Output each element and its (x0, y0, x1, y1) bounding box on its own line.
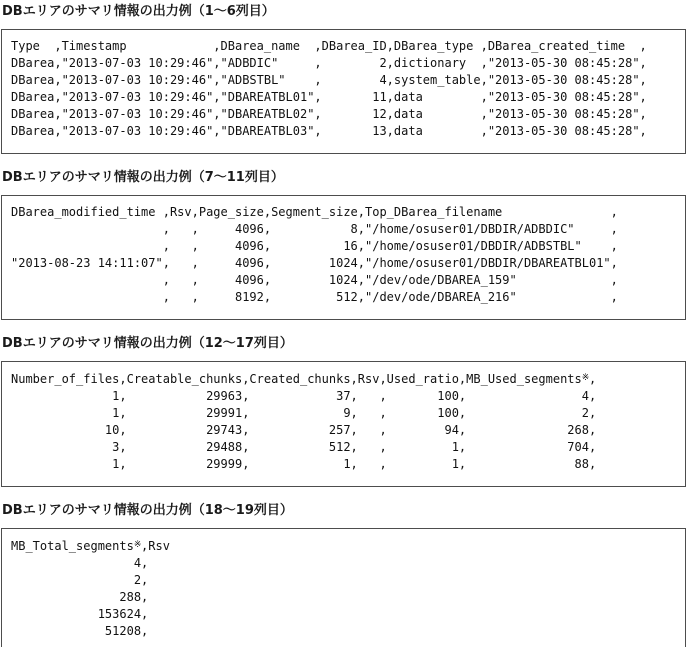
csv-data-line: 1, 29999, 1, , 1, 88, (11, 457, 597, 471)
csv-data-line: DBarea,"2013-07-03 10:29:46","ADBDIC" , 2,dictionary ,"2013-05-30 08:45:28", (11, 56, 647, 70)
csv-output-box (1, 195, 686, 320)
csv-output-box (1, 528, 686, 647)
csv-data-line: 288, (11, 590, 149, 604)
csv-header-line: Type ,Timestamp ,DBarea_name ,DBarea_ID,DBarea_type ,DBarea_created_time , (11, 39, 647, 53)
section-heading: DBエリアのサマリ情報の出力例（12～17列目） (2, 336, 293, 351)
csv-data-line: 2, (11, 573, 149, 587)
csv-data-line: 153624, (11, 607, 149, 621)
csv-data-line: 1, 29963, 37, , 100, 4, (11, 389, 597, 403)
csv-data-line: , , 8192, 512,"/dev/ode/DBAREA_216" , (11, 290, 618, 304)
csv-data-line: DBarea,"2013-07-03 10:29:46","DBAREATBL02", 12,data ,"2013-05-30 08:45:28", (11, 107, 647, 121)
note-reference-mark: ※ (133, 540, 142, 550)
csv-header-line: DBarea_modified_time ,Rsv,Page_size,Segment_size,Top_DBarea_filename , (11, 205, 618, 219)
csv-data-line: "2013-08-23 14:11:07", , 4096, 1024,"/home/osuser01/DBDIR/DBAREATBL01", (11, 256, 618, 270)
section-summary-cols-7-11 (1, 169, 686, 320)
csv-data-line: , , 4096, 8,"/home/osuser01/DBDIR/ADBDIC" , (11, 222, 618, 236)
section-summary-cols-12-17 (1, 335, 686, 487)
csv-data-line: DBarea,"2013-07-03 10:29:46","DBAREATBL03", 13,data ,"2013-05-30 08:45:28", (11, 124, 647, 138)
csv-header-line: Number_of_files,Creatable_chunks,Created_chunks,Rsv,Used_ratio,MB_Used_segments※, (11, 372, 597, 386)
section-summary-cols-1-6 (1, 3, 686, 154)
csv-data-line: 51208, (11, 624, 149, 638)
csv-data-line: 1, 29991, 9, , 100, 2, (11, 406, 597, 420)
csv-output-box (1, 361, 686, 487)
csv-data-line: DBarea,"2013-07-03 10:29:46","ADBSTBL" , 4,system_table,"2013-05-30 08:45:28", (11, 73, 647, 87)
csv-data-line: , , 4096, 16,"/home/osuser01/DBDIR/ADBSTBL" , (11, 239, 618, 253)
csv-data-line: 3, 29488, 512, , 1, 704, (11, 440, 597, 454)
section-heading: DBエリアのサマリ情報の出力例（1～6列目） (2, 4, 275, 19)
csv-header-line: MB_Total_segments※,Rsv (11, 539, 170, 553)
section-heading: DBエリアのサマリ情報の出力例（18～19列目） (2, 503, 293, 518)
section-summary-cols-18-19 (1, 502, 686, 647)
csv-output-box (1, 29, 686, 154)
section-heading: DBエリアのサマリ情報の出力例（7～11列目） (2, 170, 284, 185)
csv-data-line: DBarea,"2013-07-03 10:29:46","DBAREATBL01", 11,data ,"2013-05-30 08:45:28", (11, 90, 647, 104)
csv-data-line: 10, 29743, 257, , 94, 268, (11, 423, 597, 437)
note-reference-mark: ※ (581, 373, 590, 383)
csv-data-line: 4, (11, 556, 149, 570)
csv-data-line: , , 4096, 1024,"/dev/ode/DBAREA_159" , (11, 273, 618, 287)
